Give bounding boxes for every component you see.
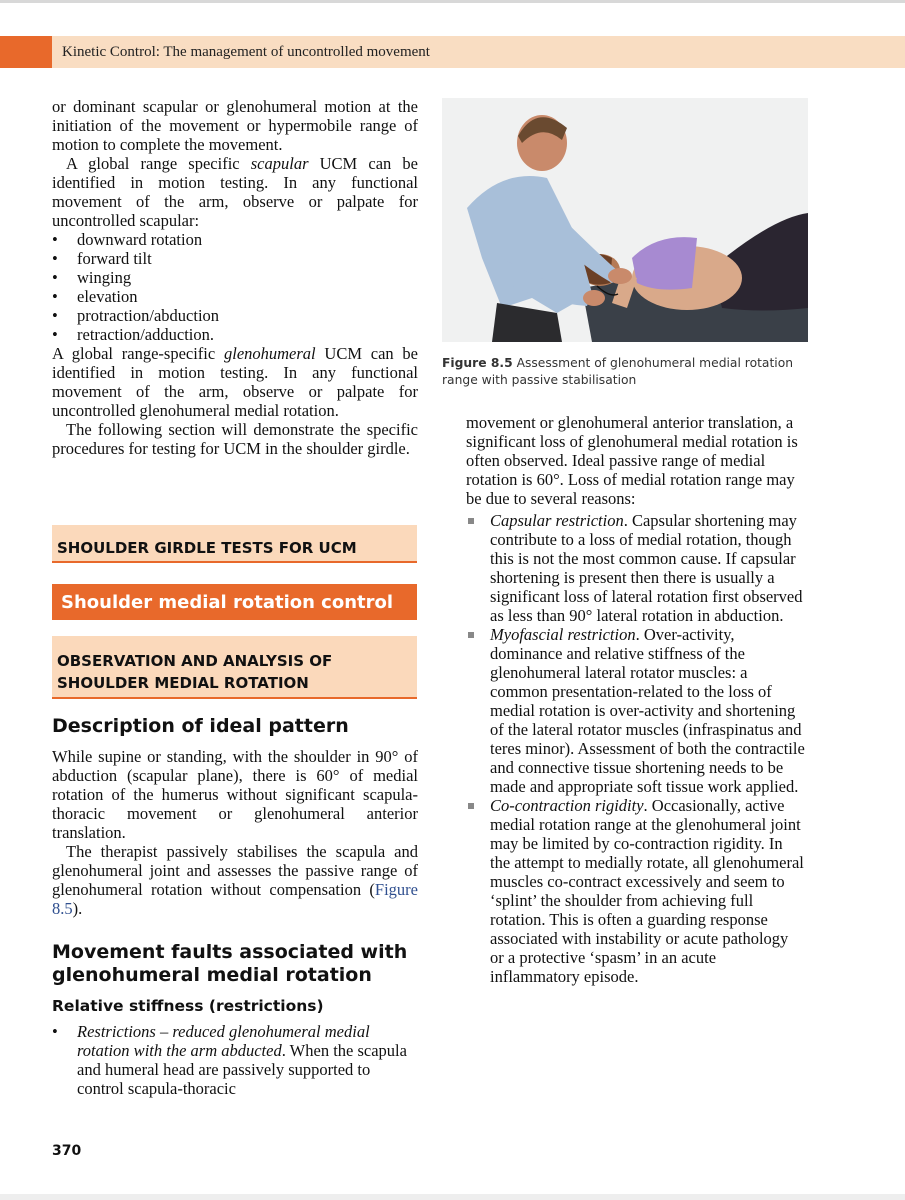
- emphasis: Restrictions – reduced glenohumeral medial rotation with the arm abducted: [77, 1022, 370, 1060]
- figure-link[interactable]: Figure 8.5: [52, 880, 418, 918]
- tests-heading: SHOULDER GIRDLE TESTS FOR UCM: [57, 539, 357, 557]
- observation-heading: [57, 650, 332, 694]
- list-item-text: winging: [77, 268, 132, 287]
- figure-photo: [442, 98, 808, 342]
- bullet-icon: •: [52, 268, 58, 287]
- observation-heading-line: OBSERVATION AND ANALYSIS OF: [57, 652, 333, 670]
- text-run: A global range specific: [66, 154, 251, 173]
- restriction-list: [52, 1022, 418, 1098]
- subsection-heading: Relative stiffness (restrictions): [52, 997, 324, 1015]
- bullet-icon: •: [52, 230, 58, 249]
- heading-line: Movement faults associated with: [52, 941, 408, 963]
- list-item: [52, 1022, 418, 1098]
- emphasis: scapular: [250, 154, 309, 173]
- scapular-list: [52, 230, 418, 344]
- emphasis: Capsular restriction: [490, 511, 624, 530]
- text-run: . Occasionally, active medial rotation range at the glenohumeral joint may be limited by co-contraction rigidity. In the attempt to medially rotate, all glenohumeral muscles co-contract excessively and seem to ‘splint’ the shoulder from achieving full rotation. This is often a guarding response associated with instability or acute pathology or a protective ‘spasm’ in an acute inflammatory episode.: [490, 796, 804, 986]
- list-item: [52, 268, 418, 287]
- section-heading: [52, 941, 418, 987]
- list-item: [52, 230, 418, 249]
- list-item-text: protraction/abduction: [77, 306, 220, 325]
- list-item-text: retraction/adduction.: [77, 325, 214, 344]
- bullet-icon: •: [52, 1022, 58, 1041]
- figure-label: Figure 8.5: [442, 356, 513, 370]
- running-title: Kinetic Control: The management of uncontrolled movement: [62, 44, 430, 60]
- list-item: [52, 306, 418, 325]
- text-run: . Capsular shortening may contribute to a loss of medial rotation, though this is not the most common cause. If capsular shortening is present then there is usually a significant loss of lateral rotation first observed as less than 90° lateral rotation in abduction.: [490, 511, 803, 625]
- list-item: [466, 511, 806, 625]
- emphasis: Myofascial restriction: [490, 625, 636, 644]
- list-item: [466, 796, 806, 986]
- therapy-photo-illustration: [442, 98, 808, 342]
- emphasis: Co-contraction rigidity: [490, 796, 644, 815]
- figure-caption: [442, 355, 808, 389]
- bullet-icon: •: [52, 287, 58, 306]
- running-header: [0, 36, 905, 68]
- paragraph: While supine or standing, with the shoulder in 90° of abduction (scapular plane), there is 60° of medial rotation of the humerus without significant scapula-thoracic movement or glenohumeral anterior translation.: [52, 747, 418, 842]
- paragraph: [52, 154, 418, 230]
- text-run: A global range-specific: [52, 344, 224, 363]
- text-run: The therapist passively stabilises the scapula and glenohumeral joint and assesses the passive range of glenohumeral rotation without compensation (: [52, 842, 418, 899]
- observation-heading-line: SHOULDER MEDIAL ROTATION: [57, 674, 309, 692]
- control-heading: Shoulder medial rotation control: [61, 592, 394, 613]
- bullet-icon: •: [52, 249, 58, 268]
- paragraph: The following section will demonstrate the specific procedures for testing for UCM in the shoulder girdle.: [52, 420, 418, 458]
- list-item-text: downward rotation: [77, 230, 203, 249]
- text-run: . Over-activity, dominance and relative stiffness of the glenohumeral lateral rotator muscles: a common presentation-related to the loss of medial rotation is over-activity and shortening of the lateral rotator muscles (infraspinatus and teres minor). Assessment of both the contractile and connective tissue shortening needs to be made and appropriate soft tissue work applied.: [490, 625, 805, 796]
- header-accent-tab: [0, 36, 52, 68]
- list-item: [52, 287, 418, 306]
- text-run: . When the scapula and humeral head are passively supported to control scapula-thoracic: [77, 1041, 407, 1098]
- list-item-text: elevation: [77, 287, 138, 306]
- square-bullet-icon: [468, 518, 474, 524]
- paragraph: or dominant scapular or glenohumeral motion at the initiation of the movement or hypermobile range of motion to complete the movement.: [52, 97, 418, 154]
- text-run: UCM can be identified in motion testing. In any functional movement of the arm, observe or palpate for uncontrolled glenohumeral medial rotation.: [52, 344, 418, 420]
- control-heading-box: [52, 584, 417, 620]
- right-column: [466, 413, 806, 986]
- list-item: [52, 325, 418, 344]
- bottom-border: [0, 1194, 905, 1200]
- text-run: ).: [72, 899, 83, 918]
- bullet-icon: •: [52, 306, 58, 325]
- paragraph: movement or glenohumeral anterior translation, a significant loss of glenohumeral medial rotation is often observed. Ideal passive range of medial rotation is 60°. Loss of medial rotation range may be due to several reasons:: [466, 413, 798, 508]
- text-run: UCM can be identified in motion testing. In any functional movement of the arm, observe or palpate for uncontrolled scapular:: [52, 154, 418, 230]
- left-column-intro: [52, 97, 418, 458]
- square-bullet-icon: [468, 803, 474, 809]
- list-item-text: forward tilt: [77, 249, 152, 268]
- ideal-pattern-section: [52, 715, 418, 918]
- heading-line: glenohumeral medial rotation: [52, 964, 372, 986]
- caption-text: Assessment of glenohumeral medial rotation range with passive stabilisation: [442, 356, 794, 387]
- tests-heading-box: [52, 525, 417, 563]
- top-border: [0, 0, 905, 3]
- square-bullet-icon: [468, 632, 474, 638]
- paragraph: [52, 842, 418, 918]
- section-heading: Description of ideal pattern: [52, 715, 349, 737]
- page-number: 370: [52, 1143, 82, 1159]
- emphasis: glenohumeral: [223, 344, 316, 363]
- restriction-reasons-list: [466, 511, 806, 986]
- movement-faults-section: [52, 941, 418, 1098]
- list-item: [466, 625, 806, 796]
- observation-heading-box: [52, 636, 417, 699]
- bullet-icon: •: [52, 325, 58, 344]
- list-item: [52, 249, 418, 268]
- paragraph: [52, 344, 418, 420]
